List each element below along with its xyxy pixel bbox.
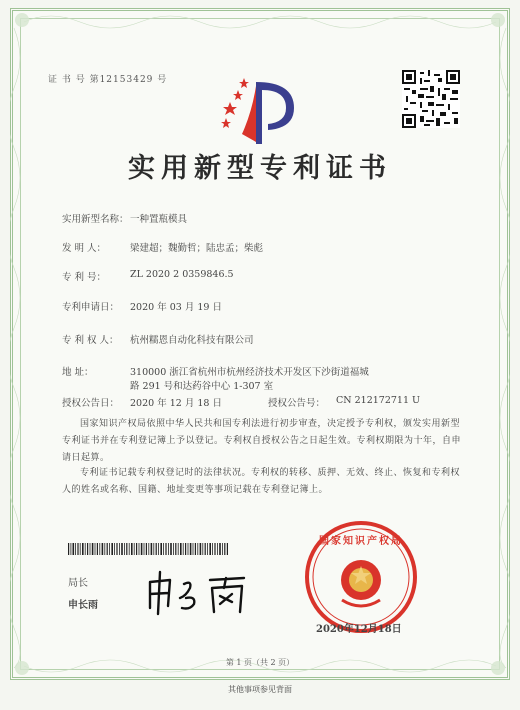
grant-number-value: CN 212172711 U: [336, 395, 421, 406]
seal-text-ring: [302, 518, 420, 636]
page-number: 第 1 页（共 2 页）: [225, 658, 295, 667]
inventor-label: 发 明 人：: [62, 243, 107, 254]
seal-text: 国家知识产权局: [319, 536, 403, 547]
grant-date-label: 授权公告日：: [62, 398, 120, 409]
handwritten-signature: [140, 568, 260, 618]
patent-number-label: 专 利 号：: [62, 272, 107, 283]
director-name: 申长雨: [68, 600, 98, 611]
seal-date: 2020年12月18日: [316, 624, 402, 635]
utility-model-name-label: 实用新型名称：: [62, 214, 129, 225]
patentee-value: 杭州糯恩自动化科技有限公司: [130, 335, 254, 346]
utility-model-name-value: 一种置瓶模具: [130, 214, 188, 225]
address-line-1: 310000 浙江省杭州市杭州经济技术开发区下沙街道福城: [130, 367, 369, 378]
grant-statement-paragraph: 国家知识产权局依照中华人民共和国专利法进行初步审查，决定授予专利权，颁发实用新型专利证书并在专利登记簿上予以登记。专利权自授权公告之日起生效。专利权期限为十年，自申请日起算。: [62, 419, 462, 463]
certificate-title: 实用新型专利证书: [128, 153, 392, 184]
certificate-number: 证 书 号 第12153429 号: [48, 75, 168, 85]
address-line-2: 路 291 号和达药谷中心 1-307 室: [130, 381, 274, 392]
barcode: [68, 543, 228, 555]
patent-number-value: ZL 2020 2 0359846.5: [130, 269, 234, 280]
patentee-label: 专 利 权 人：: [62, 335, 119, 346]
cnipa-logo-icon: [212, 72, 308, 150]
qr-code: [402, 70, 460, 128]
address-label: 地 址：: [62, 367, 94, 378]
footer-note: 其他事项参见背面: [228, 685, 292, 694]
grant-date-value: 2020 年 12 月 18 日: [130, 398, 222, 409]
inventor-value: 梁建超；魏勤哲；陆忠孟；柴彪: [130, 243, 264, 254]
filing-date-value: 2020 年 03 月 19 日: [130, 302, 222, 313]
filing-date-label: 专利申请日：: [62, 302, 120, 313]
legal-status-paragraph: 专利证书记载专利权登记时的法律状况。专利权的转移、质押、无效、终止、恢复和专利权人的姓名或名称、国籍、地址变更等事项记载在专利登记簿上。: [62, 468, 461, 495]
grant-number-label: 授权公告号：: [268, 398, 326, 409]
director-title: 局长: [68, 578, 88, 589]
